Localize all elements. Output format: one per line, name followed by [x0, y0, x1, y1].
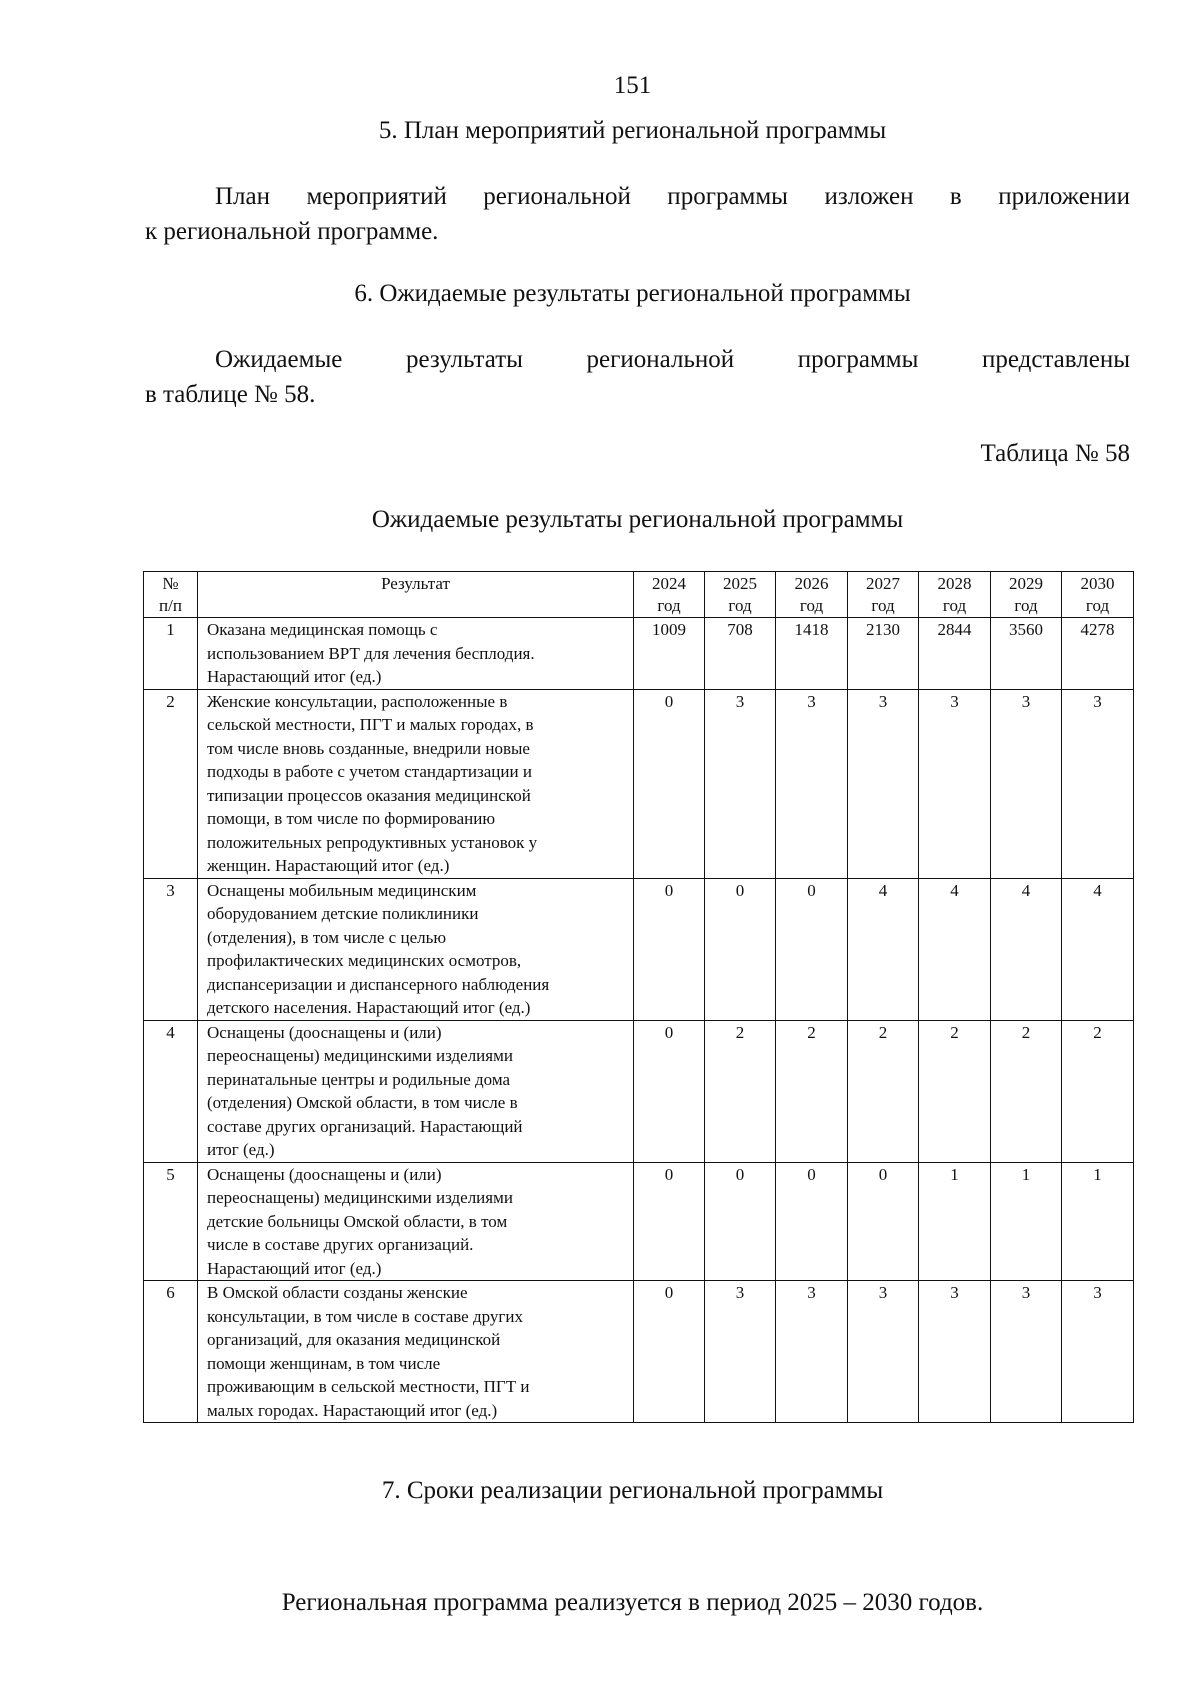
- result-text-line: консультации, в том числе в составе других: [207, 1306, 523, 1326]
- table-body: [144, 618, 1134, 1423]
- result-text-line: переоснащены) медицинскими изделиями: [207, 1046, 513, 1065]
- result-text-line: Оснащены мобильным медицинским: [207, 880, 477, 900]
- row-value-cell: 1: [991, 1162, 1062, 1281]
- row-value-cell: 2: [991, 1020, 1062, 1162]
- result-text-line: (отделения) Омской области, в том числе в: [207, 1093, 518, 1112]
- header-year-value: 2026: [794, 574, 829, 593]
- row-value-cell: 0: [634, 689, 705, 878]
- row-number-cell: 1: [144, 618, 198, 690]
- result-text-line: числе в составе других организаций.: [207, 1235, 474, 1254]
- section-6-heading: 6. Ожидаемые результаты региональной программы: [354, 280, 911, 307]
- row-result-cell: [198, 618, 634, 690]
- results-table: [143, 571, 1134, 1423]
- header-year-2030: [1062, 572, 1134, 618]
- header-year-2029: [991, 572, 1062, 618]
- row-value-cell: 0: [848, 1162, 919, 1281]
- row-value-cell: 3560: [991, 618, 1062, 690]
- table-row: [144, 689, 1134, 878]
- row-result-cell: [198, 1162, 634, 1281]
- result-text-line: сельской местности, ПГТ и малых городах, в: [207, 715, 534, 734]
- result-text-line: оборудованием детские поликлиники: [207, 904, 479, 923]
- result-text-line: помощи, в том числе по формированию: [207, 809, 496, 828]
- result-text-line: В Омской области созданы женские: [207, 1283, 468, 1302]
- header-year-value: 2025: [723, 574, 757, 593]
- result-text-line: итог (ед.): [207, 1140, 275, 1159]
- row-value-cell: 0: [705, 1162, 776, 1281]
- row-value-cell: 0: [634, 1020, 705, 1162]
- row-value-cell: 0: [776, 878, 848, 1020]
- header-year-value: 2024: [652, 574, 686, 593]
- row-result-cell: [198, 878, 634, 1020]
- result-text-line: малых городах. Нарастающий итог (ед.): [207, 1400, 498, 1420]
- result-text-line: типизации процессов оказания медицинской: [207, 785, 531, 805]
- header-year-2026: [776, 572, 848, 618]
- result-text-line: составе других организаций. Нарастающий: [207, 1116, 523, 1136]
- row-number-cell: 3: [144, 878, 198, 1020]
- table-title: Ожидаемые результаты региональной программы: [371, 506, 904, 533]
- result-text-line: помощи женщинам, в том числе: [207, 1353, 441, 1373]
- row-value-cell: 3: [705, 1281, 776, 1423]
- header-year-unit: год: [942, 596, 967, 615]
- row-value-cell: 3: [919, 689, 991, 878]
- table-header-row: [144, 572, 1134, 618]
- row-value-cell: 1: [1062, 1162, 1134, 1281]
- header-year-value: 2029: [1009, 574, 1043, 593]
- row-value-cell: 1: [919, 1162, 991, 1281]
- row-value-cell: 2: [705, 1020, 776, 1162]
- result-text-line: Нарастающий итог (ед.): [207, 667, 382, 686]
- table-row: [144, 1281, 1134, 1423]
- row-value-cell: 3: [776, 1281, 848, 1423]
- row-value-cell: 4278: [1062, 618, 1134, 690]
- result-text-line: детские больницы Омской области, в том: [207, 1211, 508, 1231]
- section-7-sentence: Региональная программа реализуется в период 2025 – 2030 годов.: [281, 1589, 984, 1616]
- result-text-line: Оснащены (дооснащены и (или): [207, 1022, 442, 1042]
- row-value-cell: 4: [848, 878, 919, 1020]
- row-value-cell: 3: [705, 689, 776, 878]
- header-year-unit: год: [1085, 596, 1110, 615]
- header-year-2028: [919, 572, 991, 618]
- section-5-heading: 5. План мероприятий региональной программы: [378, 117, 887, 144]
- header-number: [144, 572, 198, 618]
- table-row: [144, 878, 1134, 1020]
- row-value-cell: 3: [1062, 689, 1134, 878]
- row-value-cell: 2: [848, 1020, 919, 1162]
- row-value-cell: 0: [634, 1162, 705, 1281]
- row-value-cell: 2844: [919, 618, 991, 690]
- section-5-paragraph-line-1: План мероприятий региональной программы изложен в приложении: [215, 183, 1130, 210]
- result-text-line: диспансеризации и диспансерного наблюдения: [207, 974, 550, 994]
- header-result: Результат: [198, 572, 634, 618]
- header-year-unit: год: [728, 596, 752, 615]
- header-year-unit: год: [799, 596, 824, 615]
- row-value-cell: 3: [991, 1281, 1062, 1423]
- header-year-unit: год: [871, 596, 895, 615]
- header-number-line-1: №: [162, 574, 179, 593]
- row-value-cell: 708: [705, 618, 776, 690]
- header-year-value: 2028: [937, 574, 972, 593]
- section-6-paragraph-line-2: в таблице № 58.: [145, 381, 316, 408]
- section-5-paragraph-line-2: к региональной программе.: [145, 218, 439, 245]
- header-year-2025: [705, 572, 776, 618]
- row-value-cell: 4: [919, 878, 991, 1020]
- row-value-cell: 3: [848, 1281, 919, 1423]
- row-number-cell: 5: [144, 1162, 198, 1281]
- row-value-cell: 1009: [634, 618, 705, 690]
- result-text-line: подходы в работе с учетом стандартизации и: [207, 762, 532, 781]
- table-row: [144, 618, 1134, 690]
- row-number-cell: 6: [144, 1281, 198, 1423]
- result-text-line: (отделения), в том числе с целью: [207, 927, 447, 947]
- result-text-line: перинатальные центры и родильные дома: [207, 1069, 511, 1089]
- result-text-line: организаций, для оказания медицинской: [207, 1330, 501, 1349]
- header-year-unit: год: [1014, 596, 1038, 615]
- result-text-line: переоснащены) медицинскими изделиями: [207, 1188, 513, 1207]
- row-value-cell: 0: [776, 1162, 848, 1281]
- result-text-line: Нарастающий итог (ед.): [207, 1258, 382, 1278]
- row-value-cell: 3: [919, 1281, 991, 1423]
- result-text-line: использованием ВРТ для лечения бесплодия.: [207, 643, 535, 663]
- row-value-cell: 3: [776, 689, 848, 878]
- header-year-2024: [634, 572, 705, 618]
- row-value-cell: 4: [991, 878, 1062, 1020]
- result-text-line: профилактических медицинских осмотров,: [207, 951, 522, 970]
- row-value-cell: 0: [634, 878, 705, 1020]
- result-text-line: детского населения. Нарастающий итог (ед.): [207, 998, 531, 1017]
- row-value-cell: 0: [705, 878, 776, 1020]
- row-value-cell: 3: [848, 689, 919, 878]
- row-number-cell: 4: [144, 1020, 198, 1162]
- result-text-line: женщин. Нарастающий итог (ед.): [207, 856, 450, 875]
- header-year-value: 2027: [866, 574, 900, 593]
- result-text-line: проживающим в сельской местности, ПГТ и: [207, 1377, 530, 1396]
- table-row: [144, 1020, 1134, 1162]
- result-text-line: Женские консультации, расположенные в: [207, 691, 508, 711]
- section-7-heading: 7. Сроки реализации региональной программы: [381, 1477, 884, 1504]
- header-year-value: 2030: [1080, 574, 1115, 593]
- row-value-cell: 3: [991, 689, 1062, 878]
- row-value-cell: 0: [634, 1281, 705, 1423]
- result-text-line: Оказана медицинская помощь с: [207, 620, 438, 639]
- row-value-cell: 2: [776, 1020, 848, 1162]
- result-text-line: том числе вновь созданные, внедрили новые: [207, 738, 530, 758]
- row-result-cell: [198, 1020, 634, 1162]
- row-value-cell: 2: [1062, 1020, 1134, 1162]
- row-result-cell: [198, 1281, 634, 1423]
- result-text-line: Оснащены (дооснащены и (или): [207, 1164, 442, 1184]
- row-value-cell: 2: [919, 1020, 991, 1162]
- row-value-cell: 2130: [848, 618, 919, 690]
- row-number-cell: 2: [144, 689, 198, 878]
- table-row: [144, 1162, 1134, 1281]
- row-value-cell: 4: [1062, 878, 1134, 1020]
- page-number: 151: [613, 72, 652, 99]
- header-year-unit: год: [657, 596, 681, 615]
- row-result-cell: [198, 689, 634, 878]
- header-year-2027: [848, 572, 919, 618]
- row-value-cell: 1418: [776, 618, 848, 690]
- table-label: Таблица № 58: [980, 440, 1130, 467]
- header-number-line-2: п/п: [159, 596, 182, 615]
- row-value-cell: 3: [1062, 1281, 1134, 1423]
- result-text-line: положительных репродуктивных установок у: [207, 832, 538, 852]
- section-6-paragraph-line-1: Ожидаемые результаты региональной программы представлены: [215, 346, 1130, 373]
